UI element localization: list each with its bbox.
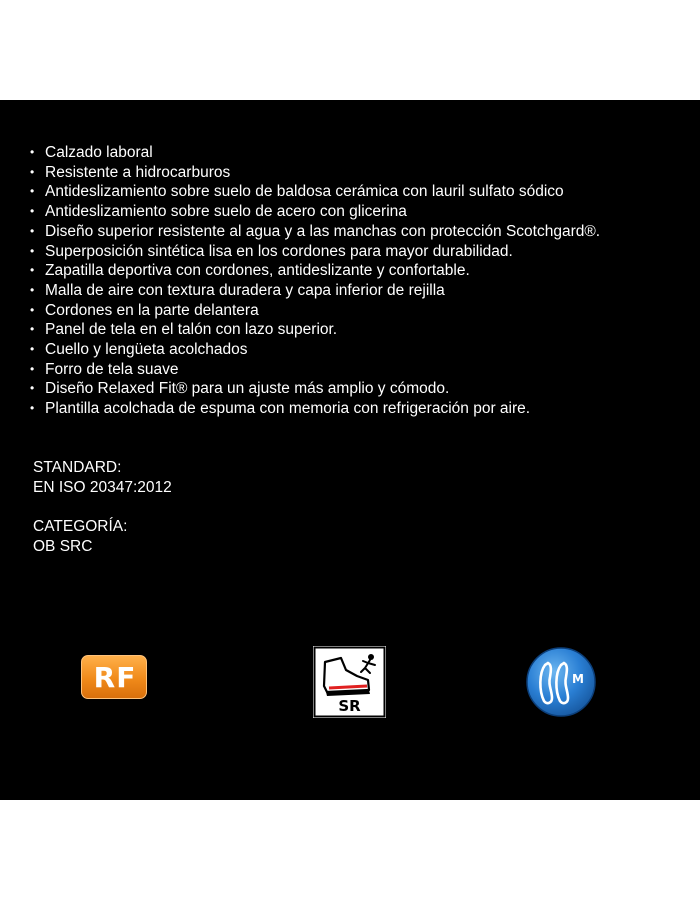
list-item: • Antideslizamiento sobre suelo de baldosa cerámica con lauril sulfato sódico — [30, 182, 600, 202]
list-item: • Plantilla acolchada de espuma con memoria con refrigeración por aire. — [30, 399, 600, 419]
standard-label: STANDARD: — [33, 459, 122, 476]
list-item: • Panel de tela en el talón con lazo superior. — [30, 320, 600, 340]
category-label: CATEGORÍA: — [33, 518, 128, 535]
memory-foam-graphic — [521, 643, 601, 721]
category-block — [33, 517, 127, 557]
slip-resistant-icon — [313, 646, 386, 718]
feature-list — [30, 143, 600, 419]
category-value: OB SRC — [33, 538, 93, 555]
sr-badge-text: SR — [338, 697, 361, 715]
list-item: • Zapatilla deportiva con cordones, antideslizante y confortable. — [30, 261, 600, 281]
resistant-fuel-icon — [78, 652, 152, 704]
standard-block — [33, 458, 172, 498]
memory-foam-badge-text: M — [572, 672, 584, 686]
list-item: • Cuello y lengüeta acolchados — [30, 340, 600, 360]
memory-foam-insole-icon — [521, 643, 601, 721]
slip-resistant-graphic — [313, 646, 386, 718]
standard-value: EN ISO 20347:2012 — [33, 479, 172, 496]
list-item: • Superposición sintética lisa en los cordones para mayor durabilidad. — [30, 242, 600, 262]
list-item: • Diseño superior resistente al agua y a las manchas con protección Scotchgard®. — [30, 222, 600, 242]
list-item: • Calzado laboral — [30, 143, 600, 163]
list-item: • Diseño Relaxed Fit® para un ajuste más amplio y cómodo. — [30, 379, 600, 399]
list-item: • Forro de tela suave — [30, 360, 600, 380]
rf-badge-text: RF — [93, 661, 137, 694]
rf-badge-tile — [81, 655, 147, 699]
list-item: • Antideslizamiento sobre suelo de acero con glicerina — [30, 202, 600, 222]
list-item: • Cordones en la parte delantera — [30, 301, 600, 321]
list-item: • Resistente a hidrocarburos — [30, 163, 600, 183]
list-item: • Malla de aire con textura duradera y capa inferior de rejilla — [30, 281, 600, 301]
product-info-panel — [0, 100, 700, 800]
